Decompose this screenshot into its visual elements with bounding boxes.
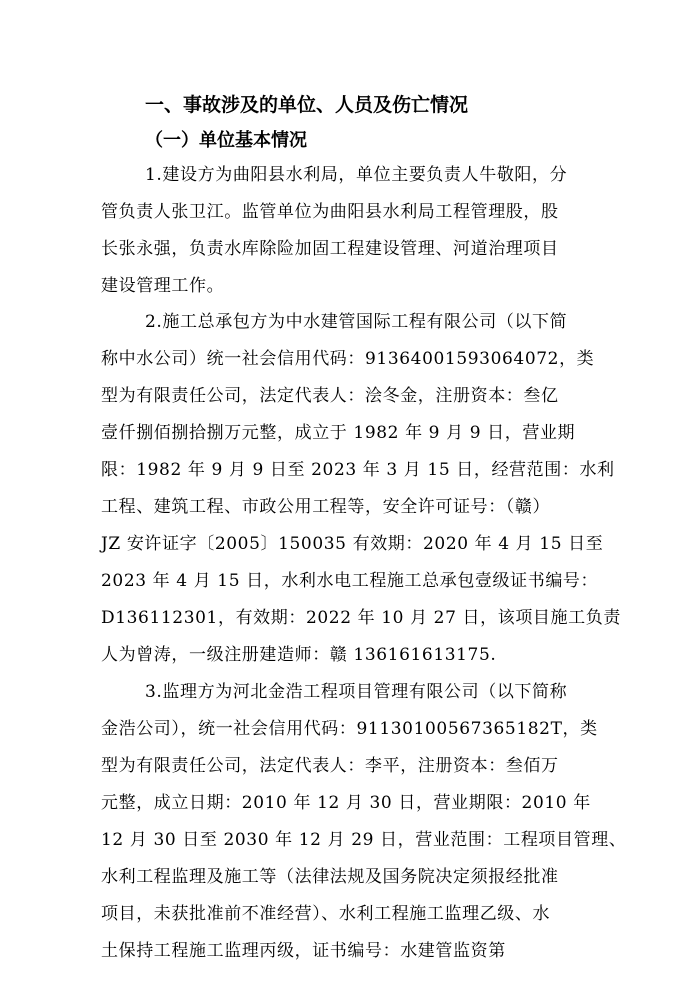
paragraph-line: D136112301，有效期：2022 年 10 月 27 日，该项目施工负责 xyxy=(101,608,621,628)
paragraph-line: 土保持工程施工监理丙级，证书编号：水建管监资第 xyxy=(101,941,506,961)
paragraph-line: 3.监理方为河北金浩工程项目管理有限公司（以下简称 xyxy=(145,682,568,702)
subsection-heading: （一）单位基本情况 xyxy=(145,130,307,151)
paragraph-line: 型为有限责任公司，法定代表人：李平，注册资本：叁佰万 xyxy=(101,756,559,776)
paragraph-line: 12 月 30 日至 2030 年 12 月 29 日，营业范围：工程项目管理、 xyxy=(101,830,627,850)
paragraph-line: 水利工程监理及施工等（法律法规及国务院决定须报经批准 xyxy=(101,867,559,887)
paragraph-line: 壹仟捌佰捌拾捌万元整，成立于 1982 年 9 月 9 日，营业期 xyxy=(101,423,576,443)
paragraph-line: 管负责人张卫江。监管单位为曲阳县水利局工程管理股，股 xyxy=(101,202,559,222)
paragraph-line: 建设管理工作。 xyxy=(101,276,225,296)
paragraph-line: 1.建设方为曲阳县水利局，单位主要负责人牛敬阳，分 xyxy=(145,165,568,185)
paragraph-line: 限：1982 年 9 月 9 日至 2023 年 3 月 15 日，经营范围：水利 xyxy=(101,460,615,480)
paragraph-line: 长张永强，负责水库除险加固工程建设管理、河道治理项目 xyxy=(101,239,559,259)
paragraph-line: 元整，成立日期：2010 年 12 月 30 日，营业期限：2010 年 xyxy=(101,793,591,813)
paragraph-line: 型为有限责任公司，法定代表人：浍冬金，注册资本：叁亿 xyxy=(101,386,559,406)
paragraph-line: 2.施工总承包方为中水建管国际工程有限公司（以下简 xyxy=(145,312,568,332)
section-heading: 一、事故涉及的单位、人员及伤亡情况 xyxy=(145,94,469,116)
paragraph-line: 金浩公司），统一社会信用代码：91130100567365182T，类 xyxy=(101,719,598,739)
paragraph-line: JZ 安许证字〔2005〕150035 有效期：2020 年 4 月 15 日至 xyxy=(101,534,604,554)
paragraph-line: 人为曾涛，一级注册建造师：赣 136161613175. xyxy=(101,645,497,665)
paragraph-line: 项目，未获批准前不准经营）、水利工程施工监理乙级、水 xyxy=(101,904,551,924)
paragraph-line: 2023 年 4 月 15 日，水利水电工程施工总承包壹级证书编号： xyxy=(101,571,599,591)
paragraph-line: 工程、建筑工程、市政公用工程等，安全许可证号：（赣） xyxy=(101,497,551,517)
paragraph-line: 称中水公司）统一社会信用代码：91364001593064072，类 xyxy=(101,349,595,369)
